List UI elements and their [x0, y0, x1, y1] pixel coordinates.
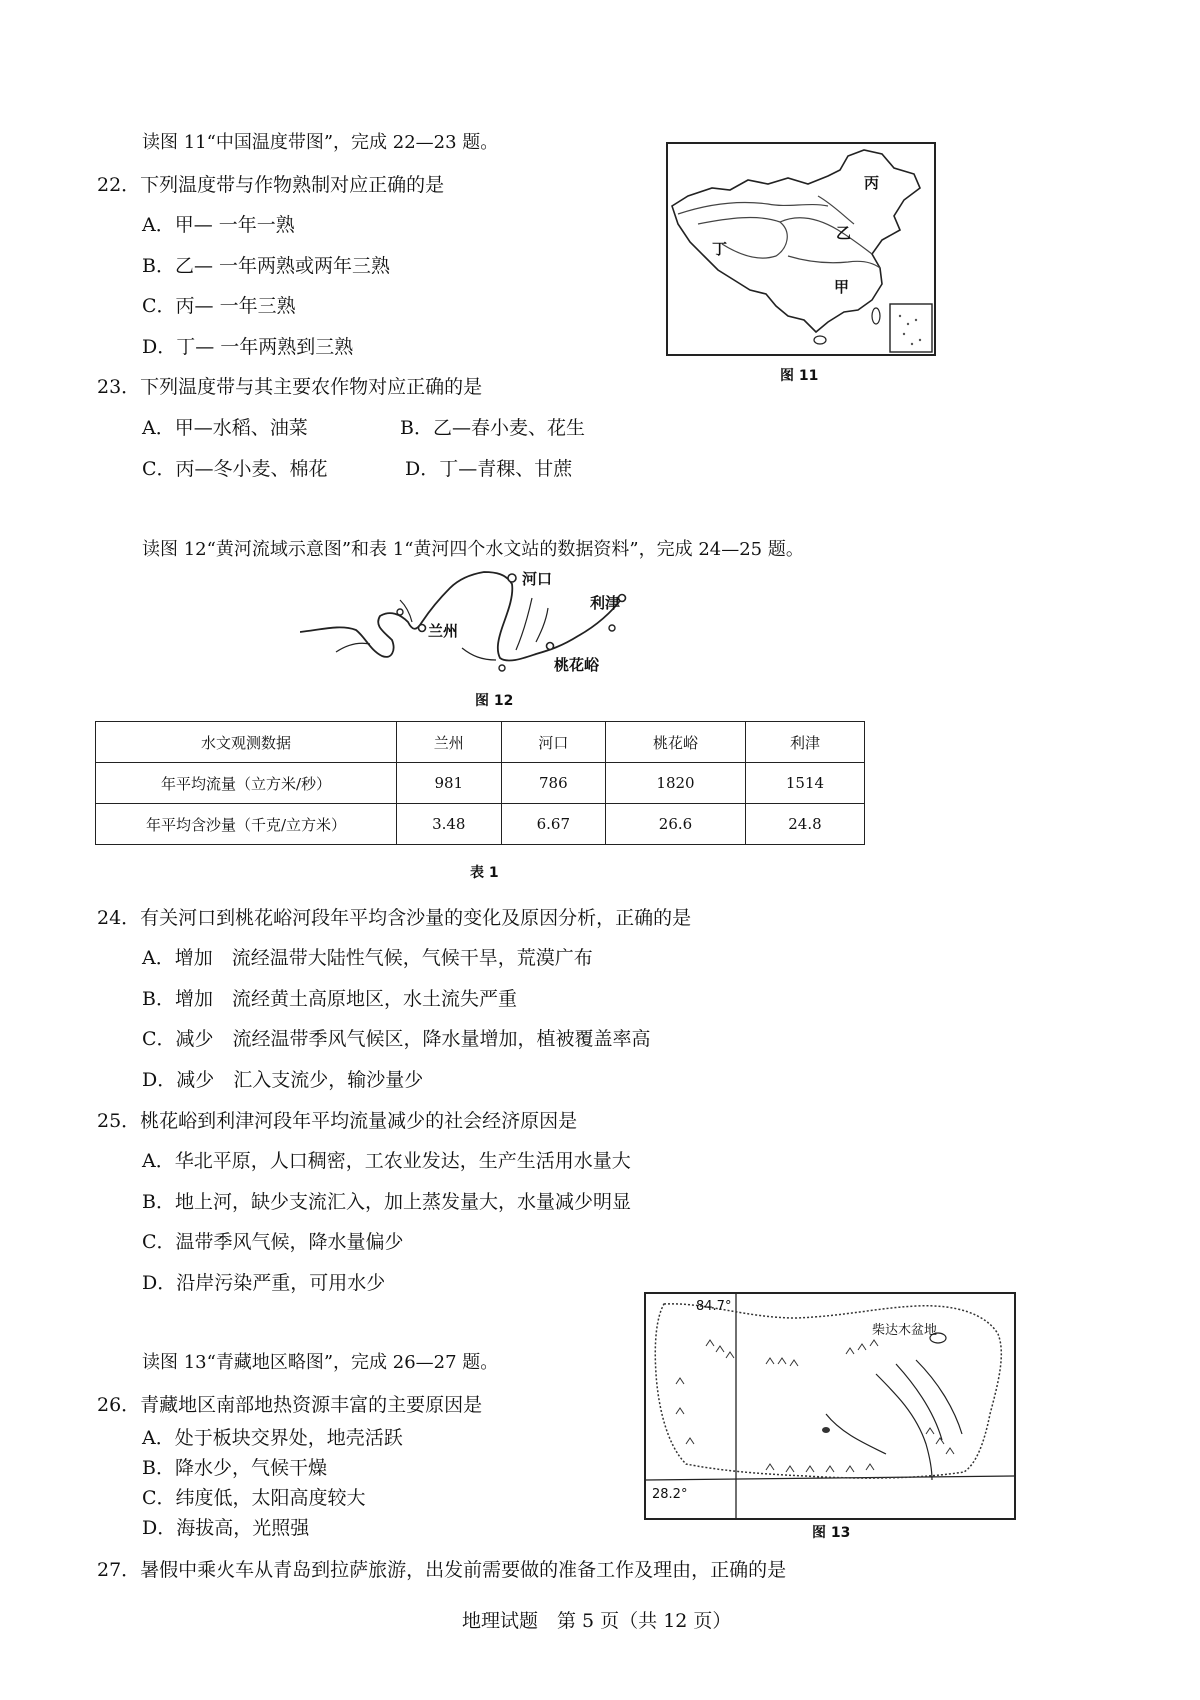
zone-label-yi: 乙: [836, 224, 852, 242]
q26-option-d: D．海拔高，光照强: [142, 1517, 310, 1539]
table-cell: 6.67: [501, 804, 606, 845]
table-cell: 1514: [745, 763, 864, 804]
q26-option-c: C．纬度低，太阳高度较大: [142, 1487, 366, 1509]
q24-stem: 24．有关河口到桃花峪河段年平均含沙量的变化及原因分析，正确的是: [97, 907, 692, 929]
q22-option-a: A．甲— 一年一熟: [142, 214, 295, 236]
section2-intro: 读图 12“黄河流域示意图”和表 1“黄河四个水文站的数据资料”，完成 24—25 题。: [142, 539, 804, 560]
q24-option-d: D．减少 汇入支流少，输沙量少: [142, 1069, 424, 1091]
figure-11-caption: 图 11: [780, 368, 819, 384]
q25-option-b: B．地上河，缺少支流汇入，加上蒸发量大，水量减少明显: [142, 1191, 631, 1213]
q26-option-a: A．处于板块交界处，地壳活跃: [142, 1427, 403, 1449]
table-cell: 年平均流量（立方米/秒）: [96, 763, 397, 804]
table-cell: 26.6: [606, 804, 746, 845]
section3-intro: 读图 13“青藏地区略图”，完成 26—27 题。: [142, 1352, 499, 1373]
table-header-cell: 桃花峪: [606, 722, 746, 763]
page-footer: 地理试题 第 5 页（共 12 页）: [462, 1610, 732, 1632]
q25-option-a: A．华北平原，人口稠密，工农业发达，生产生活用水量大: [142, 1150, 631, 1172]
table-cell: 3.48: [397, 804, 502, 845]
table-cell: 24.8: [745, 804, 864, 845]
table-cell: 981: [397, 763, 502, 804]
table-row: [96, 763, 865, 804]
q23-option-b: B．乙—春小麦、花生: [400, 417, 585, 439]
q24-option-a: A．增加 流经温带大陆性气候，气候干旱，荒漠广布: [142, 947, 593, 969]
q23-option-c: C．丙—冬小麦、棉花: [142, 458, 328, 480]
q23-option-a: A．甲—水稻、油菜: [142, 417, 308, 439]
table-row: [96, 804, 865, 845]
q22-option-b: B．乙— 一年两熟或两年三熟: [142, 255, 391, 277]
table-header-cell: 兰州: [397, 722, 502, 763]
figure-12-map: [300, 570, 680, 682]
q26-stem: 26．青藏地区南部地热资源丰富的主要原因是: [97, 1394, 483, 1416]
qinghai-tibet-map: [646, 1294, 1014, 1518]
figure-13-map: [644, 1292, 1016, 1520]
figure-11-map: [666, 142, 936, 356]
q25-option-c: C．温带季风气候，降水量偏少: [142, 1231, 404, 1253]
q27-stem: 27．暑假中乘火车从青岛到拉萨旅游，出发前需要做的准备工作及理由，正确的是: [97, 1559, 787, 1581]
table-cell: 1820: [606, 763, 746, 804]
q25-option-d: D．沿岸污染严重，可用水少: [142, 1272, 386, 1294]
zone-label-ding: 丁: [712, 240, 728, 258]
zone-label-jia: 甲: [834, 278, 850, 296]
table-header-cell: 河口: [501, 722, 606, 763]
yellow-river-basin-map: [300, 570, 680, 682]
q22-option-d: D．丁— 一年两熟到三熟: [142, 336, 354, 358]
q25-stem: 25．桃花峪到利津河段年平均流量减少的社会经济原因是: [97, 1110, 578, 1132]
latitude-label-bottom: 28.2°: [652, 1487, 688, 1502]
china-temperature-zone-map: [668, 144, 934, 354]
table-cell: 786: [501, 763, 606, 804]
station-label-hekou: 河口: [522, 570, 553, 588]
table-header-row: [96, 722, 865, 763]
table-cell: 年平均含沙量（千克/立方米）: [96, 804, 397, 845]
q26-option-b: B．降水少，气候干燥: [142, 1457, 327, 1479]
section1-intro: 读图 11“中国温度带图”，完成 22—23 题。: [142, 132, 499, 153]
figure-12-caption: 图 12: [475, 693, 514, 709]
zone-label-bing: 丙: [864, 174, 880, 192]
station-label-lanzhou: 兰州: [428, 622, 459, 640]
figure-13-caption: 图 13: [812, 1525, 851, 1541]
q23-option-d: D．丁—青稞、甘蔗: [405, 458, 573, 480]
q22-option-c: C．丙— 一年三熟: [142, 295, 296, 317]
basin-label-qaidam: 柴达木盆地: [872, 1323, 938, 1338]
q23-stem: 23．下列温度带与其主要农作物对应正确的是: [97, 376, 483, 398]
latitude-label-top: 84.7°: [696, 1299, 732, 1314]
station-label-taohuayu: 桃花峪: [554, 656, 600, 674]
table-header-cell: 利津: [745, 722, 864, 763]
q24-option-b: B．增加 流经黄土高原地区，水土流失严重: [142, 988, 517, 1010]
table-1-caption: 表 1: [470, 865, 499, 881]
q22-stem: 22．下列温度带与作物熟制对应正确的是: [97, 174, 445, 196]
table-header-cell: 水文观测数据: [96, 722, 397, 763]
q24-option-c: C．减少 流经温带季风气候区，降水量增加，植被覆盖率高: [142, 1028, 651, 1050]
hydrology-data-table: [95, 721, 865, 845]
station-label-lijin: 利津: [590, 594, 621, 612]
